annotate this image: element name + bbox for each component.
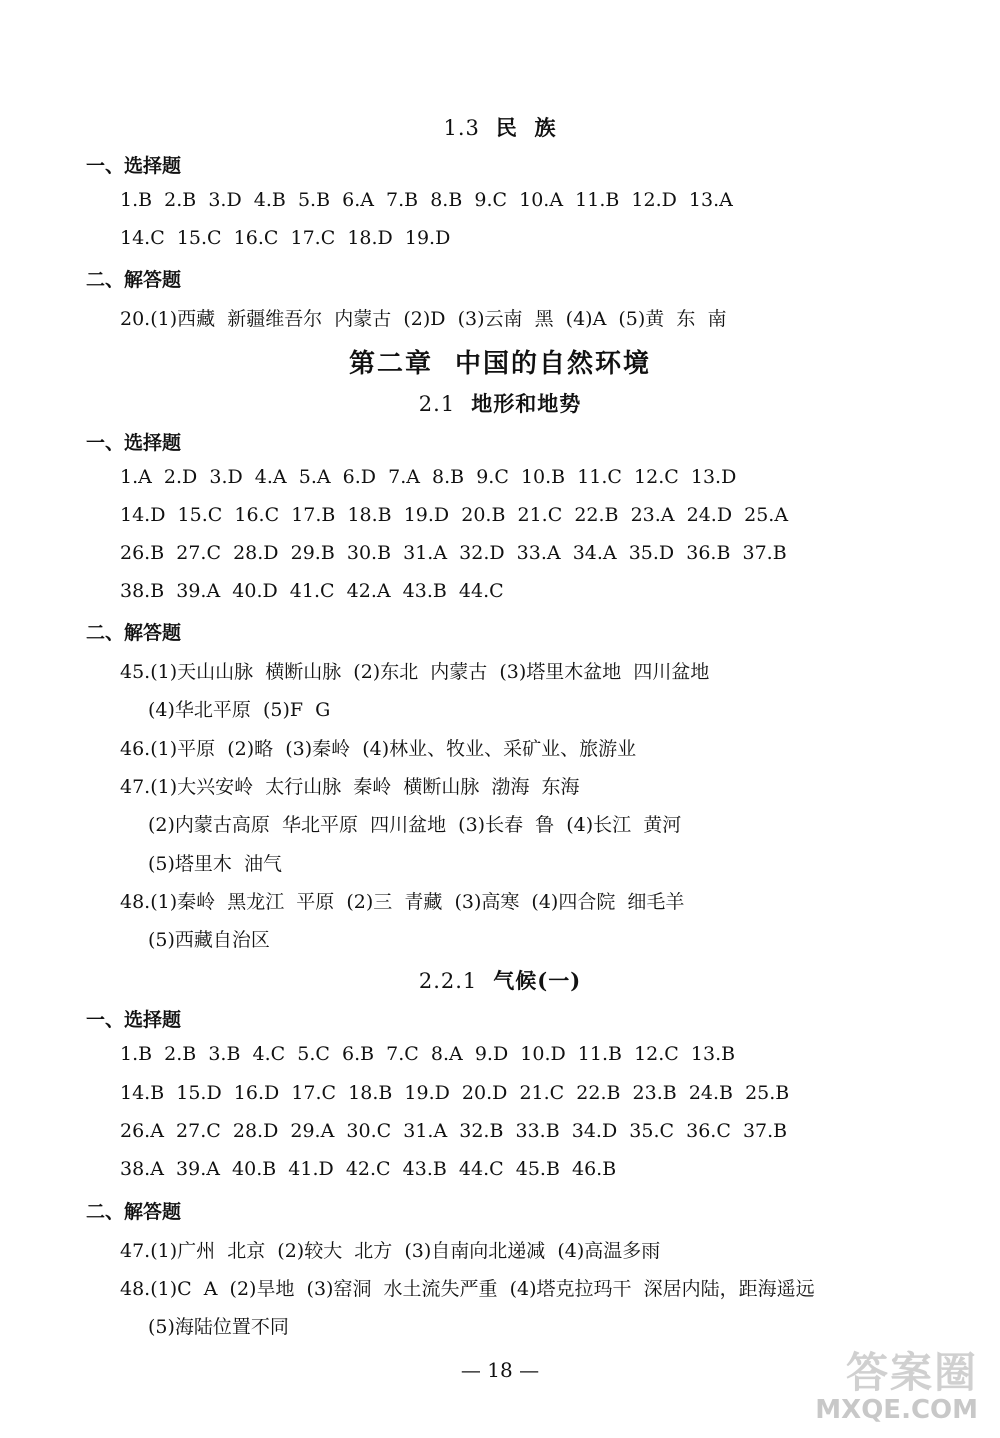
choice-answers-line: 38.B 39.A 40.D 41.C 42.A 43.B 44.C <box>120 580 504 602</box>
section-name: 民 族 <box>495 115 557 140</box>
choice-answers-line: 26.B 27.C 28.D 29.B 30.B 31.A 32.D 33.A 34.A 35.D 36.B 37.B <box>120 542 787 564</box>
section-title-2-2-1 <box>0 965 1000 995</box>
section-number: 2.1 <box>418 392 456 416</box>
choice-answers-line: 1.B 2.B 3.B 4.C 5.C 6.B 7.C 8.A 9.D 10.D 11.B 12.C 13.B <box>120 1043 736 1065</box>
written-answer-line: 47.(1)广州 北京 (2)较大 北方 (3)自南向北递减 (4)高温多雨 <box>120 1240 661 1262</box>
written-answer-line: 45.(1)天山山脉 横断山脉 (2)东北 内蒙古 (3)塔里木盆地 四川盆地 <box>120 661 710 683</box>
written-answer-line: 48.(1)秦岭 黑龙江 平原 (2)三 青藏 (3)高寒 (4)四合院 细毛羊 <box>120 891 685 913</box>
written-answer-line: (5)海陆位置不同 <box>148 1316 289 1338</box>
choice-answers-line: 38.A 39.A 40.B 41.D 42.C 43.B 44.C 45.B 46.B <box>120 1158 617 1180</box>
section-name: 地形和地势 <box>471 391 582 416</box>
choice-answers-line: 14.B 15.D 16.D 17.C 18.B 19.D 20.D 21.C 22.B 23.B 24.B 25.B <box>120 1082 790 1104</box>
choice-answers-line: 1.A 2.D 3.D 4.A 5.A 6.D 7.A 8.B 9.C 10.B 11.C 12.C 13.D <box>120 466 737 488</box>
part-label-answer: 二、解答题 <box>86 622 182 644</box>
section-number: 2.2.1 <box>418 969 478 993</box>
choice-answers-line: 26.A 27.C 28.D 29.A 30.C 31.A 32.B 33.B 34.D 35.C 36.C 37.B <box>120 1120 788 1142</box>
written-answer-line: (4)华北平原 (5)F G <box>148 699 331 721</box>
part-label-choice: 一、选择题 <box>86 1009 182 1031</box>
written-answer-line: 46.(1)平原 (2)略 (3)秦岭 (4)林业、牧业、采矿业、旅游业 <box>120 738 637 760</box>
choice-answers-line: 1.B 2.B 3.D 4.B 5.B 6.A 7.B 8.B 9.C 10.A 11.B 12.D 13.A <box>120 189 733 211</box>
section-number: 1.3 <box>443 116 480 140</box>
written-answer-line: 47.(1)大兴安岭 太行山脉 秦岭 横断山脉 渤海 东海 <box>120 776 580 798</box>
section-title-2-1 <box>0 388 1000 418</box>
section-title-1-3 <box>0 112 1000 142</box>
page-number: — 18 — <box>460 1358 540 1382</box>
watermark <box>778 1340 978 1430</box>
watermark-url: MXQE.COM <box>815 1395 978 1425</box>
part-label-answer: 二、解答题 <box>86 269 182 291</box>
written-answer-line: 48.(1)C A (2)旱地 (3)窑洞 水土流失严重 (4)塔克拉玛干 深居内陆，距海遥远 <box>120 1278 815 1300</box>
watermark-logo: 答案圈 <box>845 1348 978 1397</box>
choice-answers-line: 14.C 15.C 16.C 17.C 18.D 19.D <box>120 227 451 249</box>
section-name: 气候(一) <box>493 968 582 993</box>
written-answer-line: (5)塔里木 油气 <box>148 853 282 875</box>
part-label-choice: 一、选择题 <box>86 155 182 177</box>
written-answer-line: (2)内蒙古高原 华北平原 四川盆地 (3)长春 鲁 (4)长江 黄河 <box>148 814 682 836</box>
written-answer-line: (5)西藏自治区 <box>148 929 270 951</box>
written-answer-line: 20.(1)西藏 新疆维吾尔 内蒙古 (2)D (3)云南 黑 (4)A (5)黄 东 南 <box>120 308 727 330</box>
part-label-answer: 二、解答题 <box>86 1201 182 1223</box>
choice-answers-line: 14.D 15.C 16.C 17.B 18.B 19.D 20.B 21.C 22.B 23.A 24.D 25.A <box>120 504 789 526</box>
part-label-choice: 一、选择题 <box>86 432 182 454</box>
chapter-title: 第二章 中国的自然环境 <box>348 349 652 379</box>
